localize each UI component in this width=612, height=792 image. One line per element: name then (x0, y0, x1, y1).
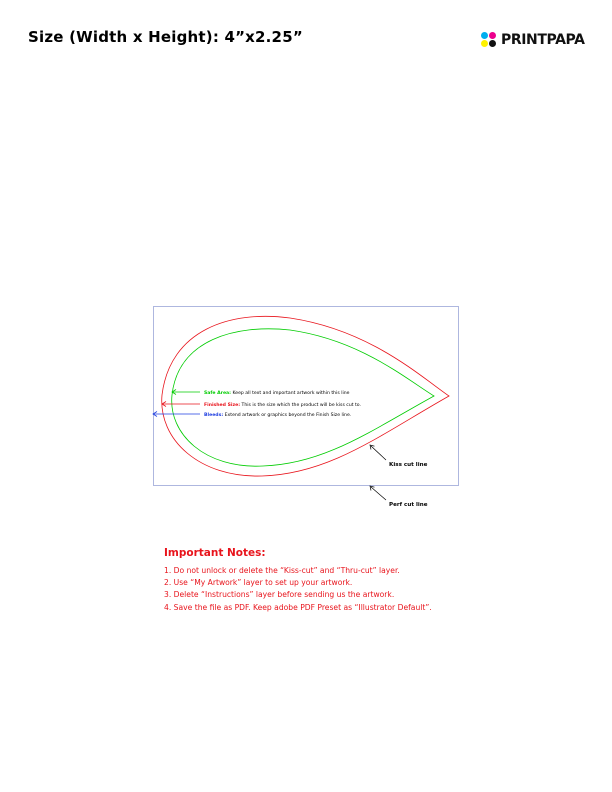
perf-cut-pointer (371, 487, 386, 500)
logo-text: PRINTPAPA (501, 32, 585, 48)
kiss-cut-label: Kiss cut line (389, 462, 428, 468)
legend-finished-size: Finished Size: This is the size which the product will be kiss cut to. (204, 403, 361, 408)
legend-safe-area: Safe Area: Keep all text and important artwork within this line (204, 391, 350, 396)
page-title: Size (Width x Height): 4”x2.25” (28, 28, 303, 46)
finished-size-outline (162, 316, 449, 476)
note-item: 2. Use “My Artwork” layer to set up your artwork. (164, 578, 353, 588)
safe-area-outline (172, 329, 434, 466)
notes-title: Important Notes: (164, 547, 266, 559)
note-item: 4. Save the file as PDF. Keep adobe PDF Preset as “Illustrator Default”. (164, 602, 432, 612)
kiss-cut-pointer (371, 446, 386, 460)
important-notes (164, 547, 432, 614)
legend-bleeds: Bleeds: Extend artwork or graphics beyond the Finish Size line. (204, 413, 352, 418)
note-item: 1. Do not unlock or delete the “Kiss-cut” and “Thru-cut” layer. (164, 566, 400, 575)
note-item: 3. Delete “Instructions” layer before sending us the artwork. (164, 590, 395, 600)
perf-cut-label: Perf cut line (389, 502, 428, 508)
